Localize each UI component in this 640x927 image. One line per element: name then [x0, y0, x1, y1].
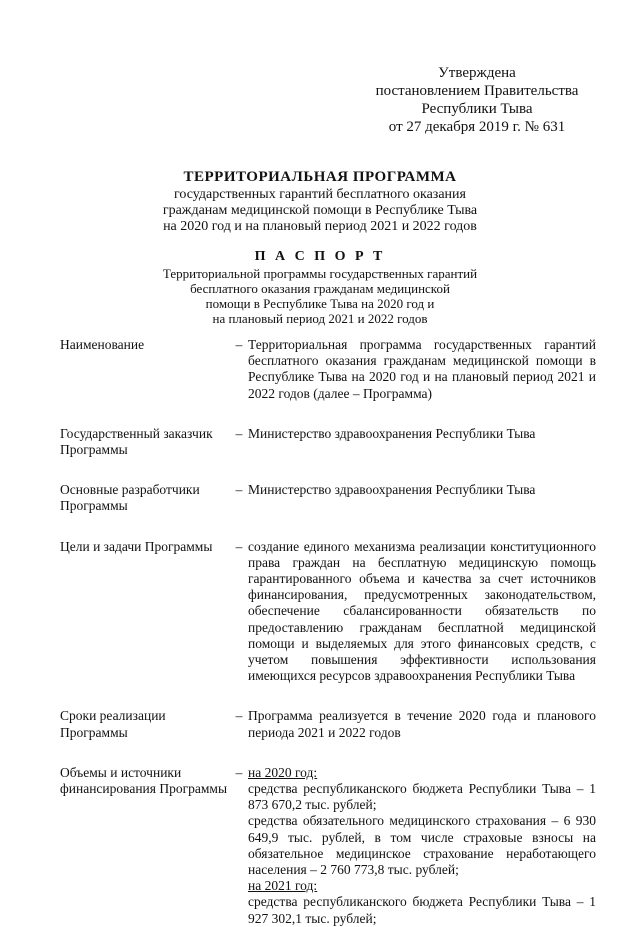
row-label: Государственный заказчик Программы — [60, 425, 213, 458]
row-dash: – — [235, 764, 243, 780]
approval-stamp — [372, 64, 582, 136]
title-main: ТЕРРИТОРИАЛЬНАЯ ПРОГРАММА — [183, 169, 457, 185]
passport-row-goals — [60, 539, 600, 685]
passport-heading: П А С П О Р Т — [254, 249, 386, 264]
row-value: Программа реализуется в течение 2020 года и планового периода 2021 и 2022 годов — [248, 708, 596, 740]
funding-year-2020: на 2020 год: — [248, 764, 318, 780]
row-label: Объемы и источники финансирования Программы — [60, 764, 228, 797]
row-dash: – — [235, 538, 243, 554]
passport-sub-1: Территориальной программы государственных гарантий — [162, 266, 478, 281]
title-sub-2: гражданам медицинской помощи в Республике Тыва — [162, 203, 478, 218]
row-value: Территориальная программа государственных гарантий бесплатного оказания гражданам медицинской помощи в Республике Тыва на 2020 год и на плановый период 2021 и 2022 годов (далее – Программа) — [248, 337, 596, 401]
passport-row-customer — [60, 426, 600, 458]
row-value: Министерство здравоохранения Республики Тыва — [248, 482, 536, 498]
program-title — [0, 168, 640, 235]
passport-row-funding — [60, 765, 600, 927]
passport-row-name — [60, 337, 600, 402]
passport-row-terms — [60, 708, 600, 740]
row-dash: – — [235, 425, 243, 441]
funding-year-2021: на 2021 год: — [248, 878, 318, 894]
row-label: Основные разработчики Программы — [60, 482, 200, 514]
approval-line-3: Республики Тыва — [421, 101, 533, 117]
approval-line-1: Утверждена — [438, 65, 516, 81]
title-sub-3: на 2020 год и на плановый период 2021 и 2022 годов — [163, 219, 477, 234]
funding-item: средства республиканского бюджета Республики Тыва – 1 873 670,2 тыс. рублей; — [248, 781, 596, 813]
passport-sub-4: на плановый период 2021 и 2022 годов — [212, 311, 428, 326]
row-dash: – — [235, 482, 243, 498]
passport-sub-2: бесплатного оказания гражданам медицинской — [190, 281, 450, 296]
row-label: Наименование — [60, 337, 145, 352]
funding-item: средства республиканского бюджета Республики Тыва – 1 927 302,1 тыс. рублей; — [248, 894, 596, 926]
approval-line-4: от 27 декабря 2019 г. № 631 — [388, 119, 566, 135]
row-label: Цели и задачи Программы — [60, 538, 213, 554]
approval-line-2: постановлением Правительства — [375, 83, 579, 99]
row-dash: – — [235, 337, 243, 352]
funding-item: средства обязательного медицинского страхования – 6 930 649,9 тыс. рублей, в том числе страховые взносы на обязательное медицинское страхование неработающего населения – 2 760 773,8 тыс. рублей; — [248, 813, 596, 878]
passport-table — [60, 337, 600, 927]
row-label: Сроки реализации Программы — [60, 708, 166, 740]
row-dash: – — [235, 708, 243, 724]
row-value: Министерство здравоохранения Республики Тыва — [248, 425, 536, 441]
title-sub-1: государственных гарантий бесплатного оказания — [174, 187, 466, 202]
passport-row-developers — [60, 482, 600, 514]
row-value — [248, 765, 596, 927]
row-value: создание единого механизма реализации конституционного права граждан на бесплатную медицинскую помощь гарантированного объема и качества за счет источников финансирования, предусмотренных законодательством, обеспечение сбалансированности обязательств по предоставлению гражданам бесплатной медицинской помощи и выделяемых для этого финансовых средств, с учетом повышения эффективности использования имеющихся ресурсов здравоохранения Республики Тыва — [248, 538, 596, 684]
passport-heading-block — [0, 248, 640, 326]
passport-sub-3: помощи в Республике Тыва на 2020 год и — [205, 296, 435, 311]
